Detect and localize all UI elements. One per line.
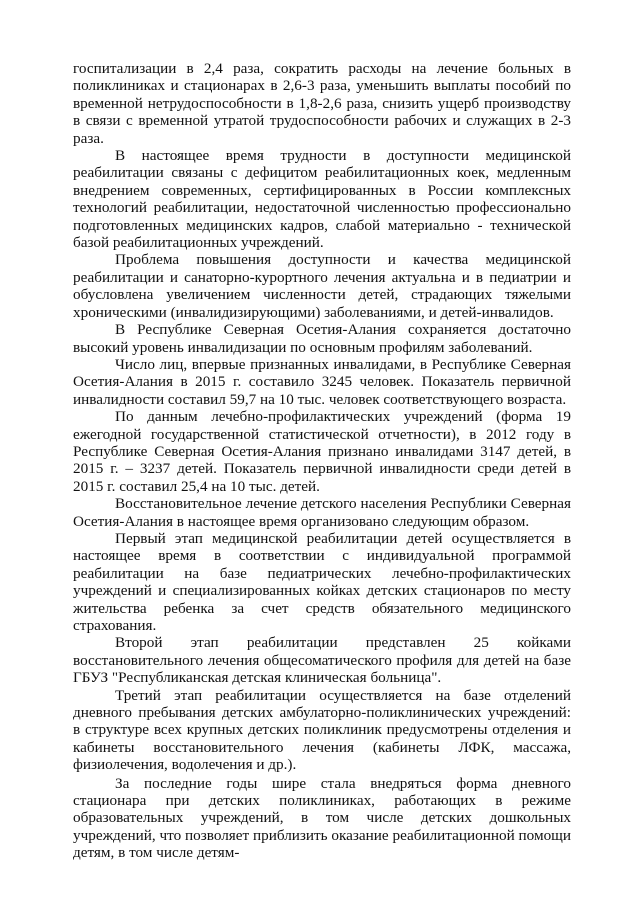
paragraph-6: По данным лечебно-профилактических учреждений (форма 19 ежегодной государственной статистической отчетности), в 2012 году в Республике Северная Осетия-Алания признано инвалидами 3147 детей, в 2015 г. – 3237 детей. Показатель первичной инвалидности среди детей в 2015 г. составил 25,4 на 10 тыс. детей. <box>73 408 571 495</box>
paragraph-3: Проблема повышения доступности и качества медицинской реабилитации и санаторно-курортного лечения актуальна и в педиатрии и обусловлена увеличением численности детей, страдающих тяжелыми хроническими (инвалидизирующими) заболеваниями, и детей-инвалидов. <box>73 251 571 321</box>
paragraph-4: В Республике Северная Осетия-Алания сохраняется достаточно высокий уровень инвалидизации по основным профилям заболеваний. <box>73 321 571 356</box>
paragraph-1: госпитализации в 2,4 раза, сократить расходы на лечение больных в поликлиниках и стационарах в 2,6-3 раза, уменьшить выплаты пособий по временной нетрудоспособности в 1,8-2,6 раза, снизить ущерб производству в связи с временной утратой трудоспособности рабочих и служащих в 2-3 раза. <box>73 60 571 147</box>
paragraph-10: Третий этап реабилитации осуществляется на базе отделений дневного пребывания детских амбулаторно-поликлинических учреждений: в структуре всех крупных детских поликлиник предусмотрены отделения и кабинеты восстановительного лечения (кабинеты ЛФК, массажа, физиолечения, водолечения и др.). <box>73 686 571 774</box>
document-page <box>73 60 571 862</box>
paragraph-5: Число лиц, впервые признанных инвалидами, в Республике Северная Осетия-Алания в 2015 г. составило 3245 человек. Показатель первичной инвалидности составил 59,7 на 10 тыс. человек соответствующего возраста. <box>73 355 571 408</box>
paragraph-2: В настоящее время трудности в доступности медицинской реабилитации связаны с дефицитом реабилитационных коек, медленным внедрением современных, сертифицированных в России комплексных технологий реабилитации, недостаточной численностью профессионально подготовленных медицинских кадров, слабой материально - технической базой реабилитационных учреждений. <box>73 147 571 252</box>
paragraph-8: Первый этап медицинской реабилитации детей осуществляется в настоящее время в соответствии с индивидуальной программой реабилитации на базе педиатрических лечебно-профилактических учреждений и специализированных койках детских стационаров по месту жительства ребенка за счет средств обязательного медицинского страхования. <box>73 529 571 634</box>
paragraph-7: Восстановительное лечение детского населения Республики Северная Осетия-Алания в настоящее время организовано следующим образом. <box>73 495 571 530</box>
paragraph-11: За последние годы шире стала внедряться форма дневного стационара при детских поликлиниках, работающих в режиме образовательных учреждений, в том числе детских дошкольных учреждений, что позволяет приблизить оказание реабилитационной помощи детям, в том числе детям- <box>73 774 571 862</box>
paragraph-9: Второй этап реабилитации представлен 25 койками восстановительного лечения общесоматического профиля для детей на базе ГБУЗ "Республиканская детская клиническая больница". <box>73 634 571 687</box>
